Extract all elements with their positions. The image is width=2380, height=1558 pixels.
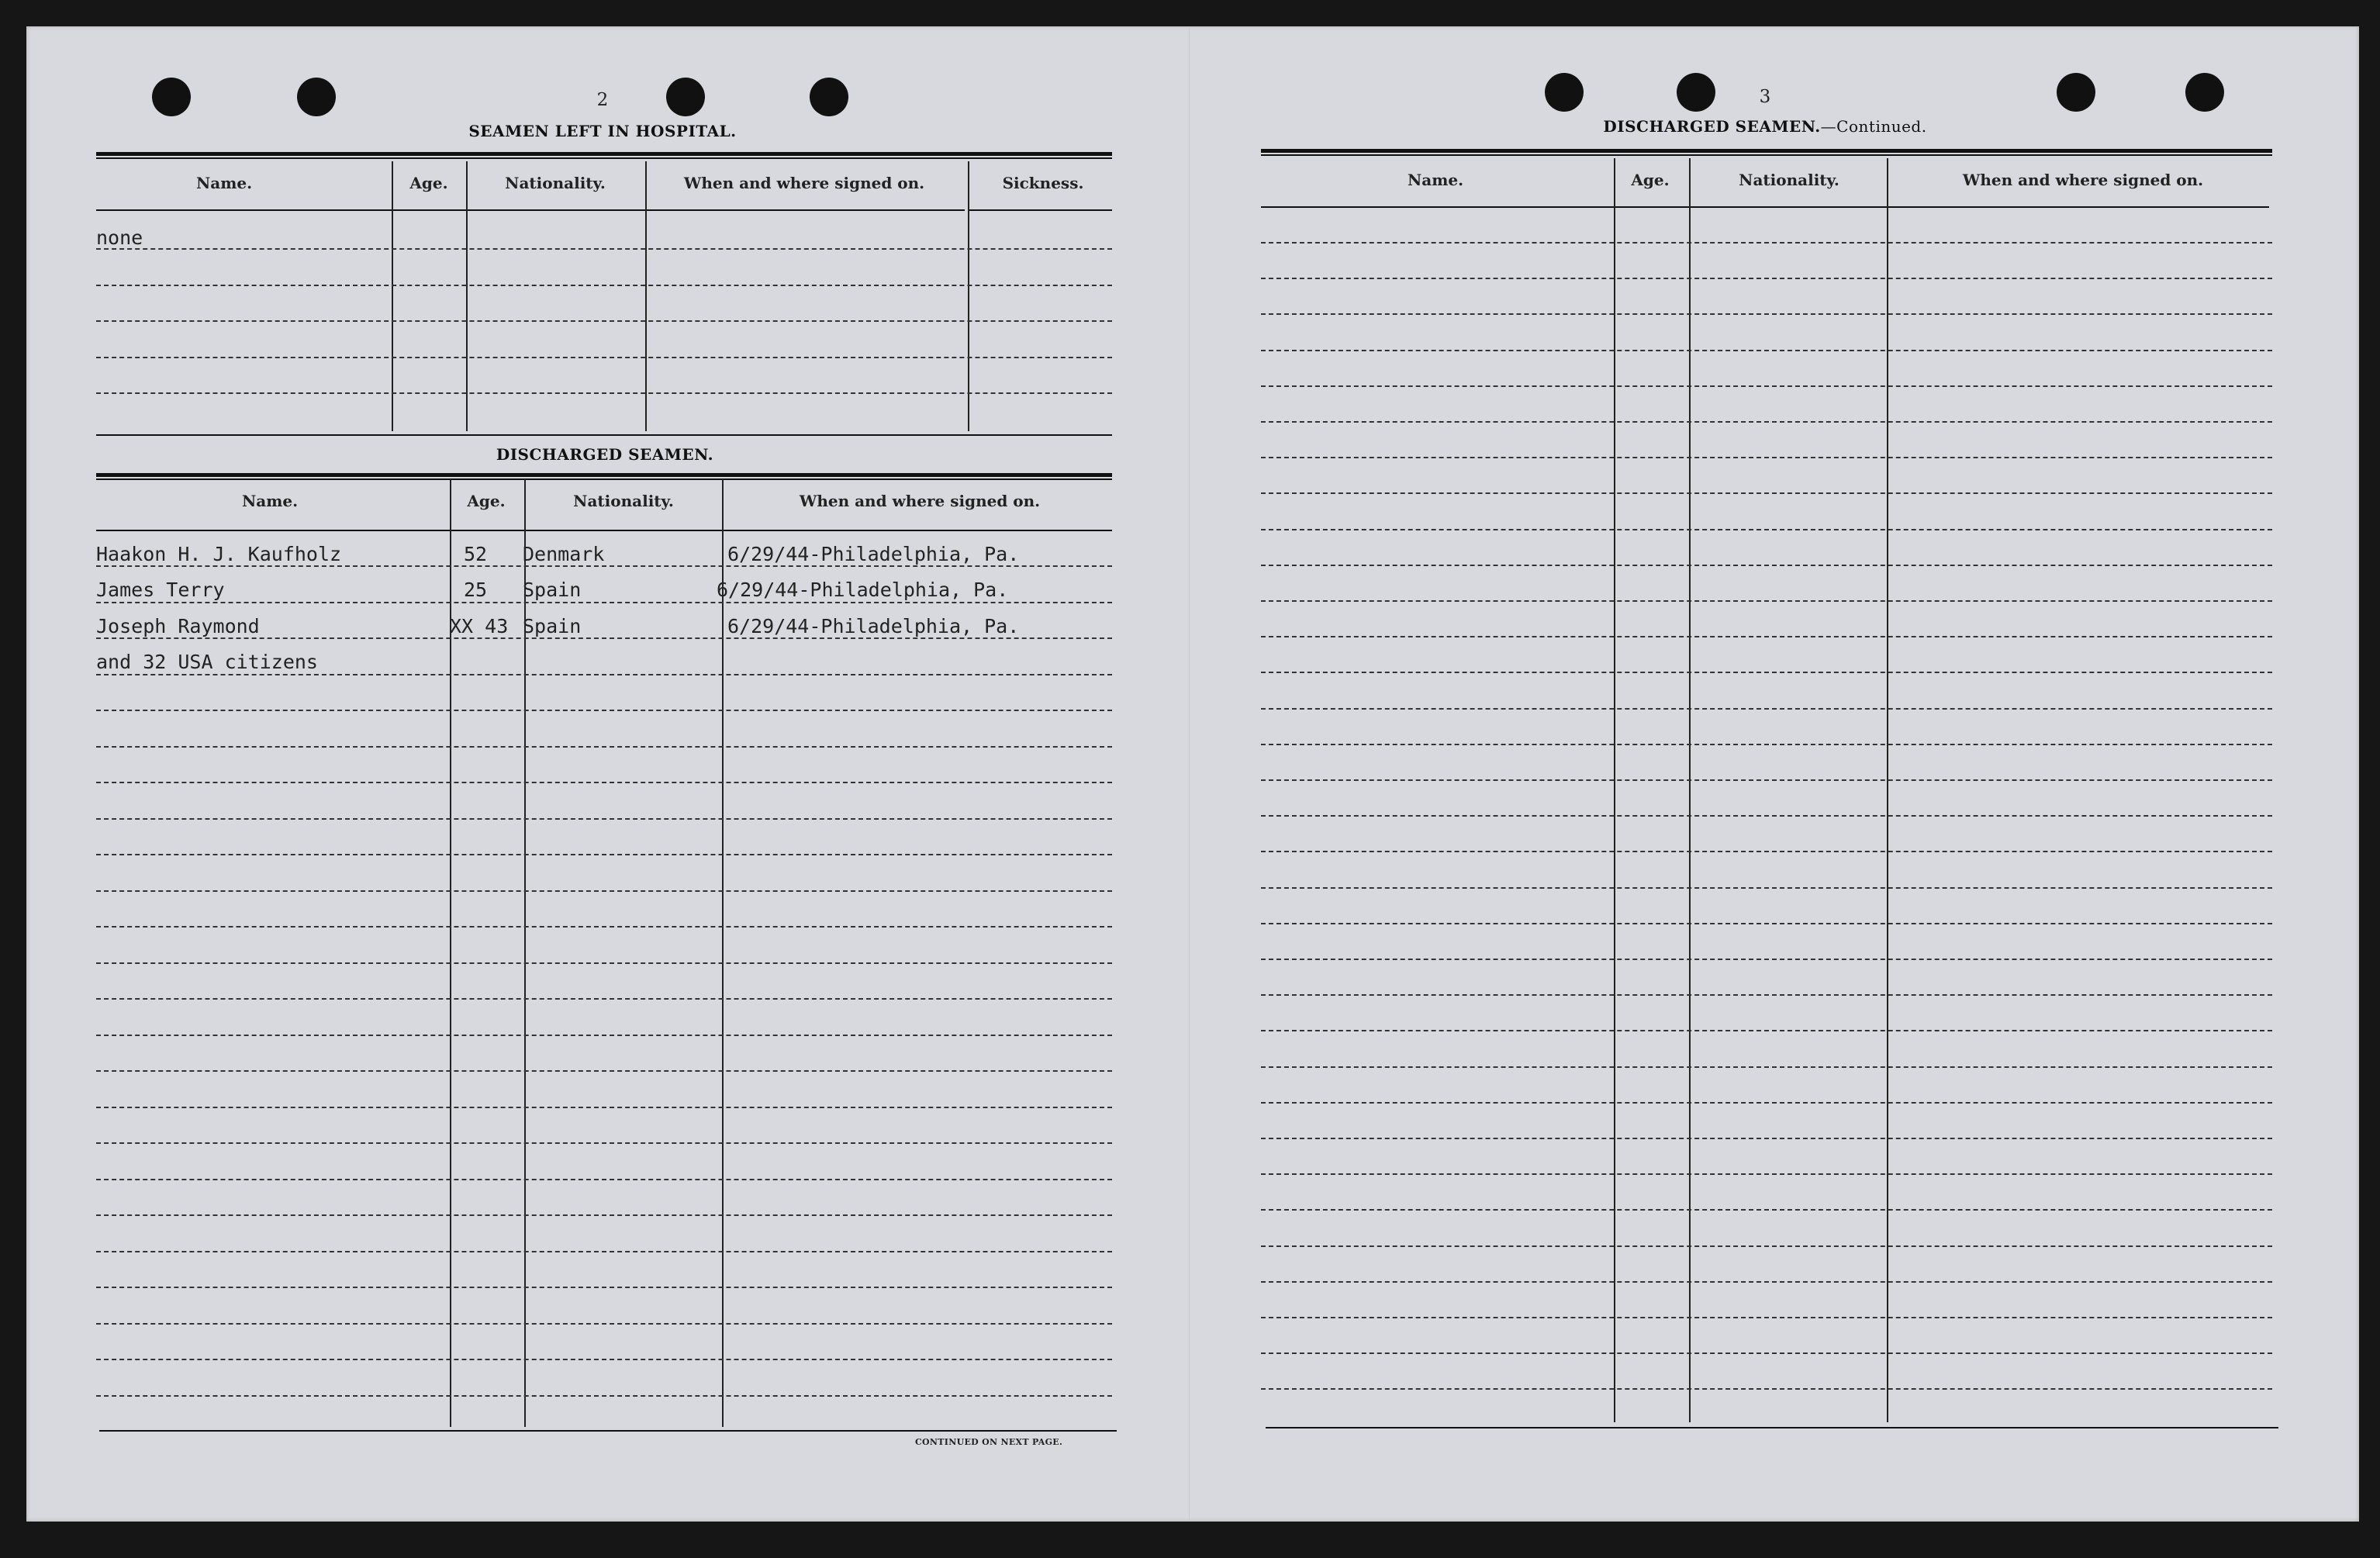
punch-hole [2185, 73, 2224, 112]
document-paper [26, 26, 2359, 1522]
ruled-line [1261, 385, 2272, 387]
ruled-line [96, 962, 1112, 964]
ruled-line [1261, 744, 2272, 745]
col-header-signed-on: When and where signed on. [799, 492, 1041, 510]
table-bottom-rule [1266, 1427, 2278, 1428]
ruled-line [96, 1107, 1112, 1108]
ruled-line [96, 1070, 1112, 1072]
ruled-line [96, 1359, 1112, 1360]
ruled-line [96, 710, 1112, 711]
page-number: 2 [596, 90, 609, 110]
col-header-nationality: Nationality. [505, 174, 606, 192]
ruled-line [1261, 959, 2272, 960]
col-header-age: Age. [467, 492, 506, 510]
punch-hole [2057, 73, 2095, 112]
punch-hole [152, 78, 191, 116]
ruled-line [1261, 1209, 2272, 1211]
ruled-line [1261, 242, 2272, 244]
hospital-section-title: SEAMEN LEFT IN HOSPITAL. [468, 122, 737, 140]
page-fold [1189, 26, 1190, 1522]
ruled-line [96, 926, 1112, 928]
ruled-line [96, 1035, 1112, 1036]
seaman-signed-on: 6/29/44-Philadelphia, Pa. [727, 543, 1020, 565]
col-header-age: Age. [409, 174, 448, 192]
ruled-line [96, 1395, 1112, 1397]
ruled-line [1261, 1138, 2272, 1139]
ruled-line [96, 602, 1112, 603]
ruled-line [1261, 923, 2272, 924]
column-divider [722, 479, 724, 1427]
column-divider [1887, 158, 1888, 1422]
ruled-line [1261, 994, 2272, 996]
header-rule [96, 209, 965, 211]
ruled-line [1261, 278, 2272, 279]
table-top-rule [96, 152, 1112, 157]
ruled-line [1261, 636, 2272, 637]
ruled-line [1261, 1352, 2272, 1354]
ruled-line [96, 818, 1112, 820]
header-rule [1261, 206, 2269, 208]
ruled-line [96, 746, 1112, 748]
ruled-line [1261, 708, 2272, 710]
ruled-line [1261, 815, 2272, 817]
ruled-line [1261, 421, 2272, 423]
ruled-line [1261, 1388, 2272, 1390]
col-header-name: Name. [195, 174, 253, 192]
table-bottom-rule [99, 1430, 1117, 1432]
header-rule [969, 209, 1112, 211]
seaman-nationality: Spain [523, 579, 582, 601]
ruled-line [1261, 887, 2272, 889]
ruled-line [96, 1323, 1112, 1325]
ruled-line [96, 1287, 1112, 1288]
ruled-line [1261, 851, 2272, 852]
col-header-name: Name. [241, 492, 299, 510]
ruled-line [96, 320, 1112, 322]
continued-footer: CONTINUED ON NEXT PAGE. [915, 1437, 1063, 1447]
seaman-signed-on: 6/29/44-Philadelphia, Pa. [727, 615, 1020, 637]
seaman-name: Joseph Raymond [96, 615, 260, 637]
column-divider [1689, 158, 1691, 1422]
ruled-line [96, 674, 1112, 675]
seaman-age: 25 [464, 579, 488, 601]
ruled-line [1261, 1066, 2272, 1068]
column-divider [466, 161, 468, 431]
header-rule [96, 530, 1112, 531]
seaman-nationality: Denmark [523, 543, 605, 565]
column-divider [968, 161, 969, 431]
ruled-line [1261, 1030, 2272, 1031]
ruled-line [96, 890, 1112, 892]
col-header-signed-on: When and where signed on. [1962, 171, 2204, 189]
ruled-line [96, 998, 1112, 1000]
ruled-line [1261, 492, 2272, 494]
ruled-line [96, 285, 1112, 286]
ruled-line [96, 565, 1112, 567]
seaman-name: Haakon H. J. Kaufholz [96, 543, 342, 565]
ruled-line [1261, 1281, 2272, 1283]
ruled-line [96, 782, 1112, 783]
ruled-line [1261, 457, 2272, 458]
discharged-continued-title: DISCHARGED SEAMEN.—Continued. [1603, 117, 1927, 136]
col-header-sickness: Sickness. [1002, 174, 1084, 192]
seaman-name: James Terry [96, 579, 225, 601]
column-divider [392, 161, 393, 431]
col-header-name: Name. [1407, 171, 1464, 189]
ruled-line [96, 392, 1112, 394]
ruled-line [1261, 779, 2272, 781]
seaman-age: XX 43 [450, 615, 509, 637]
col-header-signed-on: When and where signed on. [683, 174, 925, 192]
ruled-line [96, 854, 1112, 855]
hospital-entry-name: none [96, 226, 143, 249]
seaman-signed-on: 6/29/44-Philadelphia, Pa. [717, 579, 1009, 601]
table-top-rule [96, 473, 1112, 478]
seaman-nationality: Spain [523, 615, 582, 637]
col-header-nationality: Nationality. [1739, 171, 1839, 189]
ruled-line [1261, 529, 2272, 530]
col-header-nationality: Nationality. [573, 492, 674, 510]
ruled-line [96, 637, 1112, 639]
col-header-age: Age. [1631, 171, 1670, 189]
ruled-line [1261, 1317, 2272, 1318]
ruled-line [96, 1214, 1112, 1216]
ruled-line [1261, 1173, 2272, 1175]
ruled-line [96, 357, 1112, 358]
seaman-name-note: and 32 USA citizens [96, 651, 318, 673]
ruled-line [96, 1142, 1112, 1144]
column-divider [645, 161, 647, 431]
punch-hole [297, 78, 336, 116]
ruled-line [1261, 600, 2272, 602]
ruled-line [1261, 565, 2272, 566]
punch-hole [1545, 73, 1584, 112]
table-top-rule [1261, 149, 2272, 154]
ruled-line [96, 248, 1112, 250]
section-rule [96, 434, 1112, 436]
ruled-line [1261, 350, 2272, 351]
ruled-line [1261, 672, 2272, 673]
ruled-line [1261, 1245, 2272, 1247]
discharged-section-title: DISCHARGED SEAMEN. [496, 445, 714, 464]
ruled-line [96, 1251, 1112, 1252]
ruled-line [96, 1179, 1112, 1180]
punch-hole [666, 78, 705, 116]
punch-hole [810, 78, 848, 116]
ruled-line [1261, 313, 2272, 315]
ruled-line [1261, 1102, 2272, 1104]
column-divider [1614, 158, 1615, 1422]
page-number: 3 [1759, 87, 1771, 107]
seaman-age: 52 [464, 543, 488, 565]
punch-hole [1677, 73, 1715, 112]
